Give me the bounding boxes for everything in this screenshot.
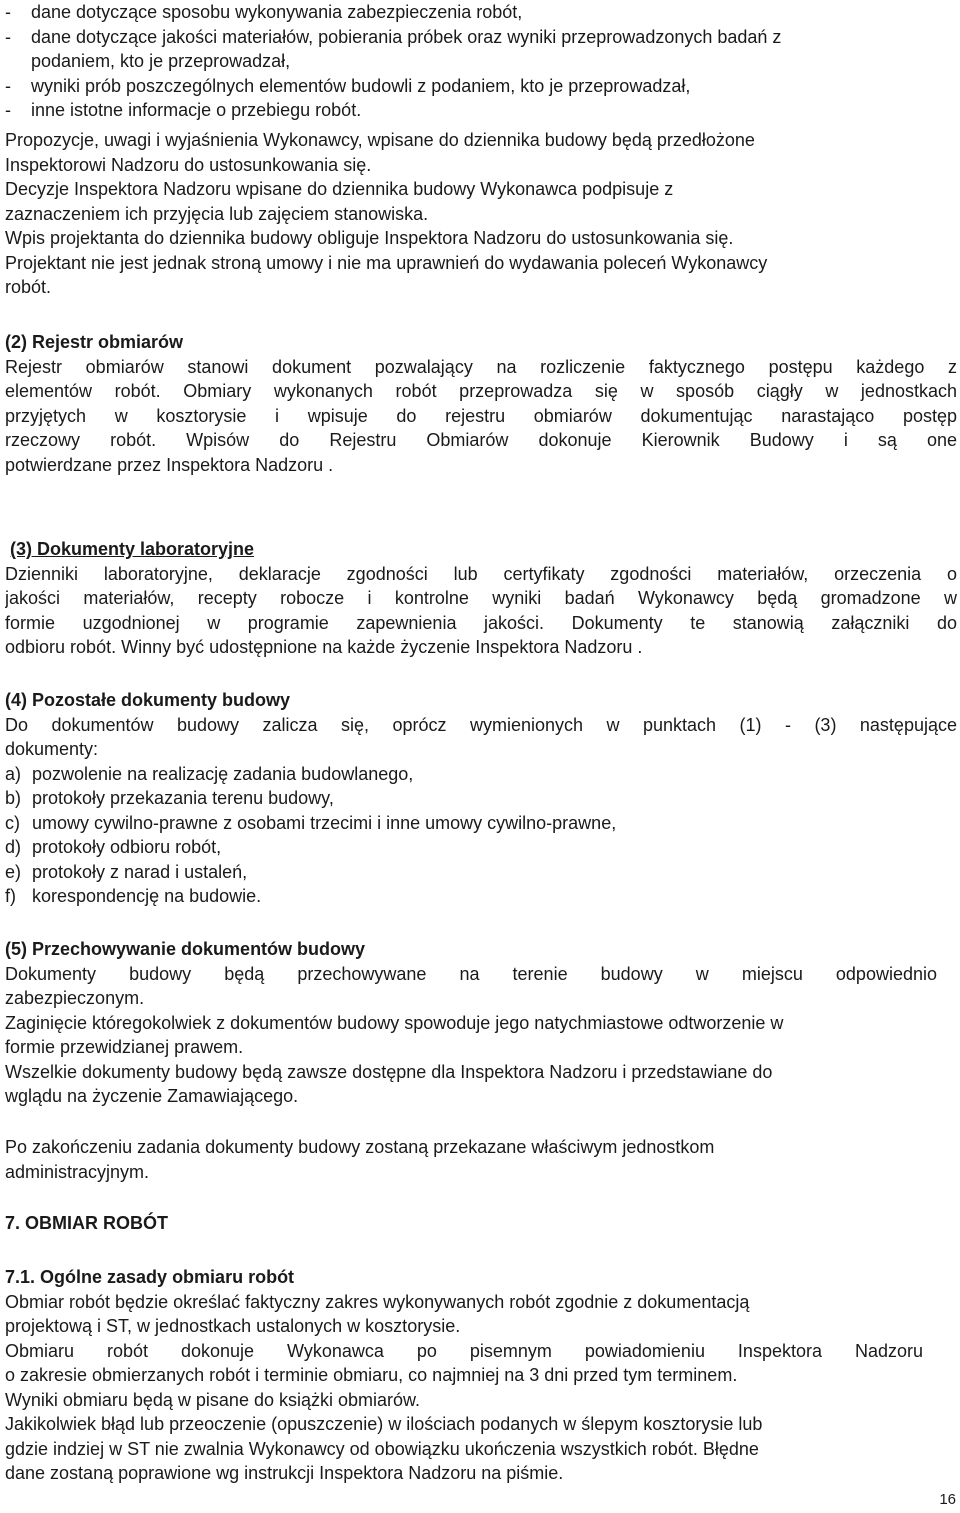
list-label: e) xyxy=(5,861,22,882)
list-label: c) xyxy=(5,812,20,833)
text-line: Decyzje Inspektora Nadzoru wpisane do dziennika budowy Wykonawca podpisuje z xyxy=(5,179,674,199)
text-line: robót. xyxy=(5,277,52,297)
list-item: b) protokoły przekazania terenu budowy, xyxy=(5,786,957,811)
paragraph-closing xyxy=(5,1135,957,1184)
list-item: c) umowy cywilno-prawne z osobami trzecimi i inne umowy cywilno-prawne, xyxy=(5,811,957,836)
list-label: b) xyxy=(5,788,22,808)
list-item: - inne istotne informacje o przebiegu robót. xyxy=(5,98,781,123)
list-item: f) korespondencję na budowie. xyxy=(5,884,957,909)
text-line: potwierdzane przez Inspektora Nadzoru . xyxy=(5,454,334,475)
section-dokumenty-laboratoryjne xyxy=(5,537,957,660)
text-line: zaznaczeniem ich przyjęcia lub zajęciem stanowiska. xyxy=(5,203,429,224)
section-heading: 7.1. Ogólne zasady obmiaru robót xyxy=(5,1267,295,1287)
dash-marker: - xyxy=(5,100,11,120)
text-line: Do dokumentów budowy zalicza się, oprócz wymienionych w punktach (1) - (3) następujące xyxy=(5,714,957,735)
text-line: Propozycje, uwagi i wyjaśnienia Wykonawcy, wpisane do dziennika budowy będą przedłożone xyxy=(5,130,755,150)
text-line: Wyniki obmiaru będą w pisane do książki obmiarów. xyxy=(5,1389,421,1410)
text-line: elementów robót. Obmiary wykonanych robót przeprowadza się w sposób ciągły w jednostkach xyxy=(5,381,957,401)
text-line: Wszelkie dokumenty budowy będą zawsze dostępne dla Inspektora Nadzoru i przedstawiane do xyxy=(5,1061,773,1082)
text-line: wglądu na życzenie Zamawiającego. xyxy=(5,1086,299,1106)
text-line: Projektant nie jest jednak stroną umowy i nie ma uprawnień do wydawania poleceń Wykonawcy xyxy=(5,252,768,273)
text-line: formie uzgodnionej w programie zapewnienia jakości. Dokumenty te stanowią załączniki do xyxy=(5,612,957,633)
text-line: administracyjnym. xyxy=(5,1161,150,1182)
dash-marker: - xyxy=(5,26,11,47)
text-line: o zakresie obmierzanych robót i terminie obmiaru, co najmniej na 3 dni przed tym terminem. xyxy=(5,1365,738,1385)
list-item: d) protokoły odbioru robót, xyxy=(5,835,957,860)
text-line: gdzie indziej w ST nie zwalnia Wykonawcy od obowiązku ukończenia wszystkich robót. Błędne xyxy=(5,1438,759,1459)
section-pozostale-dokumenty xyxy=(5,688,957,909)
list-label: d) xyxy=(5,837,22,857)
list-item-continuation: podaniem, kto je przeprowadzał, xyxy=(31,51,291,71)
paragraph-diary-entries xyxy=(5,128,957,300)
section-przechowywanie xyxy=(5,937,957,1109)
text-line: Dokumenty budowy będą przechowywane na terenie budowy w miejscu odpowiednio xyxy=(5,963,937,984)
text-line: przyjętych w kosztorysie i wpisuje do rejestru obmiarów dokumentując narastająco postęp xyxy=(5,405,957,426)
chapter-heading xyxy=(5,1211,957,1236)
text-line: rzeczowy robót. Wpisów do Rejestru Obmiarów dokonuje Kierownik Budowy i są one xyxy=(5,430,957,450)
dash-marker: - xyxy=(5,2,11,22)
section-heading: (3) Dokumenty laboratoryjne xyxy=(10,539,255,559)
page-number: 16 xyxy=(939,1491,956,1508)
text-line: Jakikolwiek błąd lub przeoczenie (opuszczenie) w ilościach podanych w ślepym kosztorysie lub xyxy=(5,1414,763,1434)
section-heading: (2) Rejestr obmiarów xyxy=(5,332,184,352)
text-line: odbioru robót. Winny być udostępnione na każde życzenie Inspektora Nadzoru . xyxy=(5,637,643,657)
text-line: projektową i ST, w jednostkach ustalonych w kosztorysie. xyxy=(5,1316,461,1336)
list-item: - dane dotyczące jakości materiałów, pobierania próbek oraz wyniki przeprowadzonych badań z xyxy=(5,25,781,50)
text-line: formie przewidzianej prawem. xyxy=(5,1037,244,1057)
text-line: Obmiaru robót dokonuje Wykonawca po pisemnym powiadomieniu Inspektora Nadzoru xyxy=(5,1340,923,1361)
text-line: zabezpieczonym. xyxy=(5,988,145,1008)
list-item: - wyniki prób poszczególnych elementów budowli z podaniem, kto je przeprowadzał, xyxy=(5,74,781,99)
text-line: dane zostaną poprawione wg instrukcji Inspektora Nadzoru na piśmie. xyxy=(5,1463,564,1483)
dash-marker: - xyxy=(5,75,11,96)
text-line: dokumenty: xyxy=(5,739,99,759)
chapter-title: 7. OBMIAR ROBÓT xyxy=(5,1213,169,1233)
text-line: Wpis projektanta do dziennika budowy obliguje Inspektora Nadzoru do ustosunkowania się. xyxy=(5,228,734,248)
list-item: a) pozwolenie na realizację zadania budowlanego, xyxy=(5,762,957,787)
text-line: Dzienniki laboratoryjne, deklaracje zgodności lub certyfikaty zgodności materiałów, orzeczenia o xyxy=(5,563,957,584)
bullet-list-top xyxy=(5,0,781,123)
text-line: Inspektorowi Nadzoru do ustosunkowania się. xyxy=(5,154,372,175)
text-line: jakości materiałów, recepty robocze i kontrolne wyniki badań Wykonawcy będą gromadzone w xyxy=(5,588,957,608)
list-item: - dane dotyczące sposobu wykonywania zabezpieczenia robót, xyxy=(5,0,781,25)
section-rejestr-obmiarow xyxy=(5,330,957,477)
list-item: e) protokoły z narad i ustaleń, xyxy=(5,860,957,885)
list-label: f) xyxy=(5,886,16,906)
list-label: a) xyxy=(5,763,22,784)
text-line: Obmiar robót będzie określać faktyczny zakres wykonywanych robót zgodnie z dokumentacją xyxy=(5,1291,750,1312)
text-line: Zaginięcie któregokolwiek z dokumentów budowy spowoduje jego natychmiastowe odtworzenie w xyxy=(5,1012,784,1033)
section-heading: (4) Pozostałe dokumenty budowy xyxy=(5,690,291,710)
text-line: Po zakończeniu zadania dokumenty budowy zostaną przekazane właściwym jednostkom xyxy=(5,1137,715,1157)
text-line: Rejestr obmiarów stanowi dokument pozwalający na rozliczenie faktycznego postępu każdego z xyxy=(5,356,957,377)
section-heading: (5) Przechowywanie dokumentów budowy xyxy=(5,939,366,959)
section-ogolne-zasady xyxy=(5,1265,957,1486)
